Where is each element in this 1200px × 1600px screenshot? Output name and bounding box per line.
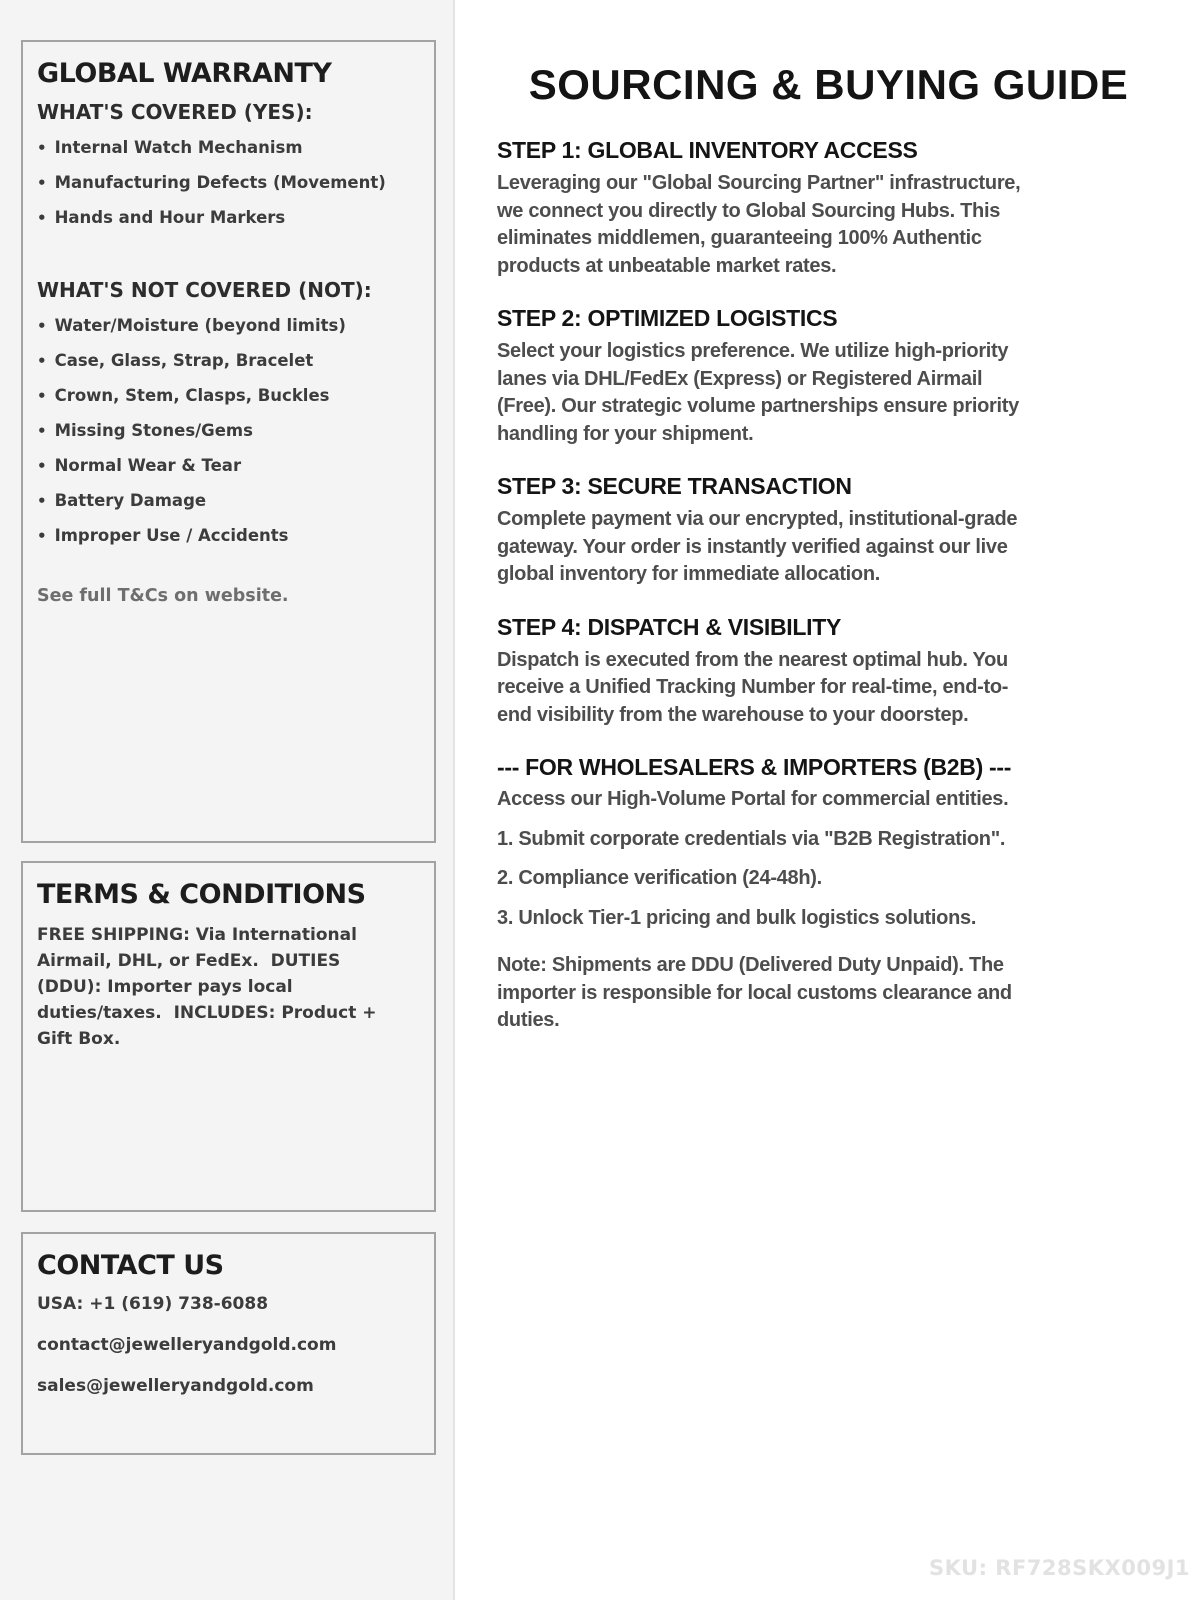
- terms-title: TERMS & CONDITIONS: [37, 879, 366, 910]
- step-2-section: [497, 306, 1042, 448]
- b2b-item-1: 1. Submit corporate credentials via "B2B Registration".: [497, 827, 1006, 850]
- step-4-heading: STEP 4: DISPATCH & VISIBILITY: [497, 613, 842, 640]
- step-1-section: [497, 138, 1042, 280]
- list-item: • Internal Watch Mechanism: [37, 138, 420, 158]
- b2b-heading: --- FOR WHOLESALERS & IMPORTERS (B2B) ---: [497, 754, 1012, 780]
- list-item: • Normal Wear & Tear: [37, 456, 420, 476]
- step-3-heading: STEP 3: SECURE TRANSACTION: [497, 473, 852, 499]
- list-item: • Hands and Hour Markers: [37, 208, 420, 228]
- step-1-heading: STEP 1: GLOBAL INVENTORY ACCESS: [497, 137, 918, 163]
- list-item: • Improper Use / Accidents: [37, 526, 420, 546]
- not-covered-heading: WHAT'S NOT COVERED (NOT):: [37, 278, 372, 302]
- contact-phone: USA: +1 (619) 738-6088: [37, 1294, 269, 1314]
- b2b-item-2: 2. Compliance verification (24-48h).: [497, 867, 822, 889]
- contact-title: CONTACT US: [37, 1250, 224, 1281]
- b2b-section: [497, 755, 1042, 1035]
- step-2-body: Select your logistics preference. We utilize high-priority lanes via DHL/FedEx (Express) or Registered Airmail (Free). Our strategic volume partnerships ensure priority handling for your shipment.: [497, 340, 1019, 445]
- step-1-body: Leveraging our "Global Sourcing Partner" infrastructure, we connect you directly to Global Sourcing Hubs. This eliminates middlemen, guaranteeing 100% Authentic products at unbeatable market rates.: [497, 172, 1021, 277]
- step-4-body: Dispatch is executed from the nearest optimal hub. You receive a Unified Tracking Number for real-time, end-to-end visibility from the warehouse to your doorstep.: [497, 648, 1009, 726]
- guide-content: [497, 138, 1042, 1035]
- step-2-heading: STEP 2: OPTIMIZED LOGISTICS: [497, 305, 838, 331]
- step-4-section: [497, 615, 1042, 730]
- not-covered-list: [37, 316, 420, 546]
- list-item: • Missing Stones/Gems: [37, 421, 420, 441]
- contact-email-primary: contact@jewelleryandgold.com: [37, 1335, 337, 1355]
- list-item: • Case, Glass, Strap, Bracelet: [37, 351, 420, 371]
- b2b-note: Note: Shipments are DDU (Delivered Duty Unpaid). The importer is responsible for local customs clearance and duties.: [497, 954, 1012, 1031]
- b2b-intro: Access our High-Volume Portal for commercial entities.: [497, 788, 1009, 810]
- warranty-footnote: See full T&Cs on website.: [37, 586, 289, 606]
- covered-heading: WHAT'S COVERED (YES):: [37, 100, 313, 124]
- sidebar: [0, 0, 455, 1600]
- step-3-body: Complete payment via our encrypted, institutional-grade gateway. Your order is instantly verified against our live global inventory for immediate allocation.: [497, 508, 1018, 585]
- list-item: • Manufacturing Defects (Movement): [37, 173, 420, 193]
- terms-body: FREE SHIPPING: Via International Airmail, DHL, or FedEx. DUTIES (DDU): Importer pays local duties/taxes. INCLUDES: Product + Gift Box.: [37, 925, 383, 1049]
- covered-list: [37, 138, 420, 228]
- list-item: • Battery Damage: [37, 491, 420, 511]
- b2b-item-3: 3. Unlock Tier-1 pricing and bulk logistics solutions.: [497, 906, 977, 929]
- list-item: • Crown, Stem, Clasps, Buckles: [37, 386, 420, 406]
- main-content: [457, 0, 1200, 1061]
- warranty-title: GLOBAL WARRANTY: [37, 58, 332, 89]
- contact-box: [21, 1232, 436, 1455]
- step-3-section: [497, 474, 1042, 589]
- contact-email-sales: sales@jewelleryandgold.com: [37, 1376, 314, 1396]
- list-item: • Water/Moisture (beyond limits): [37, 316, 420, 336]
- global-warranty-box: [21, 40, 436, 843]
- page-title: SOURCING & BUYING GUIDE: [528, 61, 1129, 108]
- terms-conditions-box: [21, 861, 436, 1212]
- sku-label: SKU: RF728SKX009J1: [929, 1556, 1190, 1580]
